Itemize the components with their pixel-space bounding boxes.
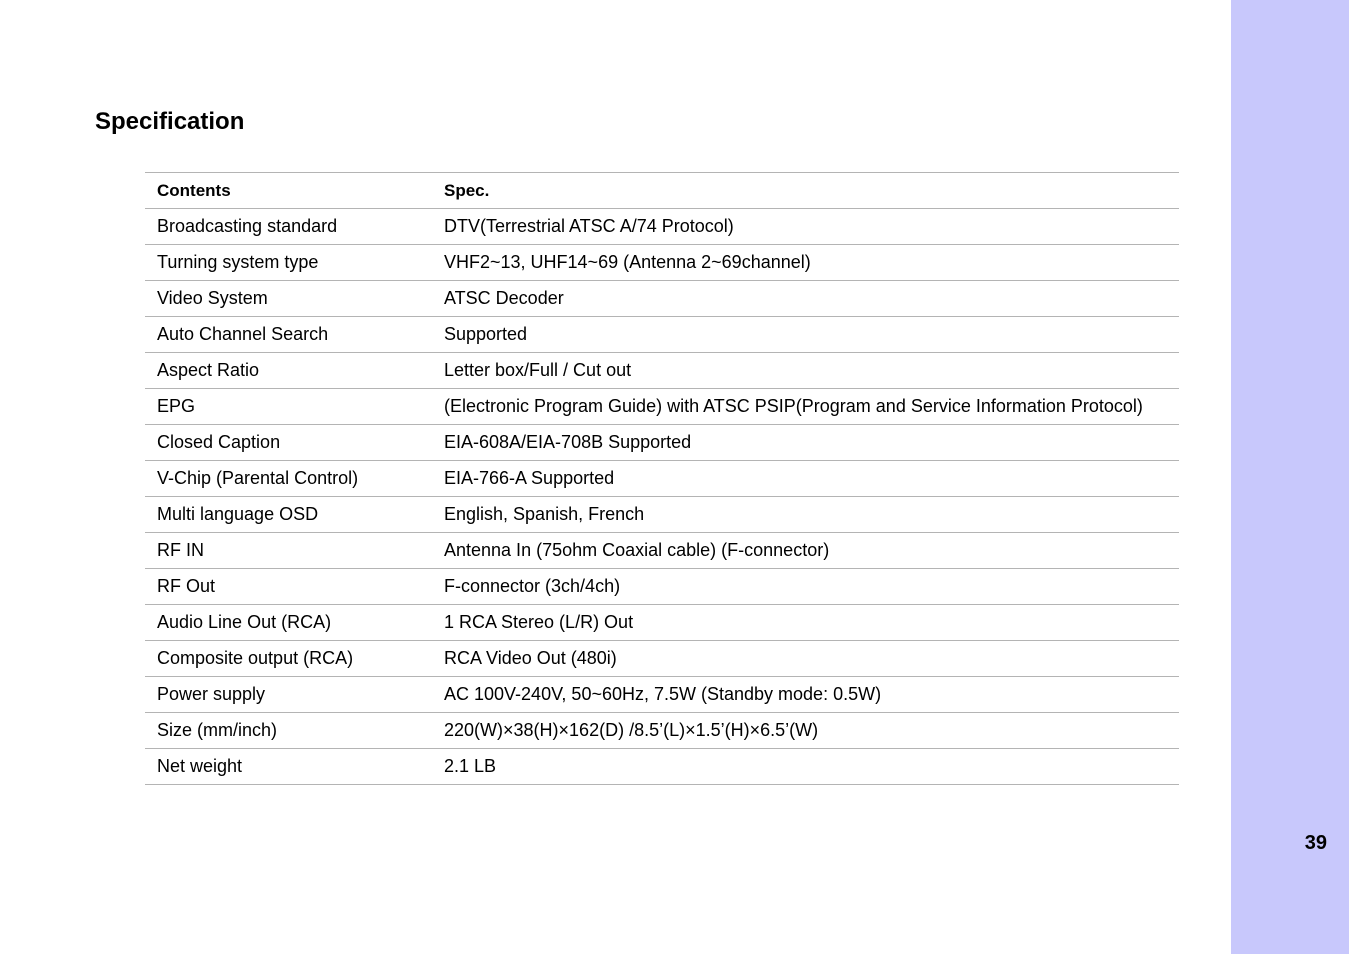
row-value: EIA-608A/EIA-708B Supported [432,425,1179,461]
table-row [145,281,1179,317]
row-label: Net weight [145,749,432,785]
page-title: Specification [95,108,245,135]
row-label: Video System [145,281,432,317]
row-label: EPG [145,389,432,425]
table-row [145,209,1179,245]
table-row [145,353,1179,389]
row-label: RF Out [145,569,432,605]
table-row [145,641,1179,677]
row-label: Closed Caption [145,425,432,461]
row-value: English, Spanish, French [432,497,1179,533]
row-value: 220(W)×38(H)×162(D) /8.5’(L)×1.5’(H)×6.5’(W) [432,713,1179,749]
table-row [145,245,1179,281]
row-value: ATSC Decoder [432,281,1179,317]
row-value: Letter box/Full / Cut out [432,353,1179,389]
row-label: Size (mm/inch) [145,713,432,749]
table-row [145,713,1179,749]
table-row [145,569,1179,605]
table-header-row [145,173,1179,209]
table-row [145,533,1179,569]
table-row [145,461,1179,497]
table-row [145,497,1179,533]
row-label: Auto Channel Search [145,317,432,353]
table-row [145,749,1179,785]
page-number: 39 [1304,832,1327,854]
row-value: 1 RCA Stereo (L/R) Out [432,605,1179,641]
row-label: Broadcasting standard [145,209,432,245]
row-value: F-connector (3ch/4ch) [432,569,1179,605]
table-row [145,317,1179,353]
header-spec: Spec. [432,173,1179,209]
row-value: EIA-766-A Supported [432,461,1179,497]
row-label: Power supply [145,677,432,713]
row-label: Aspect Ratio [145,353,432,389]
table-row [145,425,1179,461]
row-label: Audio Line Out (RCA) [145,605,432,641]
row-value: VHF2~13, UHF14~69 (Antenna 2~69channel) [432,245,1179,281]
row-value: Supported [432,317,1179,353]
row-value: AC 100V-240V, 50~60Hz, 7.5W (Standby mode: 0.5W) [432,677,1179,713]
row-label: Turning system type [145,245,432,281]
row-label: Composite output (RCA) [145,641,432,677]
row-value: (Electronic Program Guide) with ATSC PSIP(Program and Service Information Protocol) [432,389,1179,425]
row-label: Multi language OSD [145,497,432,533]
row-label: V-Chip (Parental Control) [145,461,432,497]
row-value: 2.1 LB [432,749,1179,785]
table-row [145,389,1179,425]
side-margin-band [1231,0,1349,954]
table-row [145,605,1179,641]
header-contents: Contents [145,173,432,209]
specification-table [145,172,1179,785]
row-value: DTV(Terrestrial ATSC A/74 Protocol) [432,209,1179,245]
row-value: Antenna In (75ohm Coaxial cable) (F-connector) [432,533,1179,569]
row-value: RCA Video Out (480i) [432,641,1179,677]
row-label: RF IN [145,533,432,569]
table-row [145,677,1179,713]
